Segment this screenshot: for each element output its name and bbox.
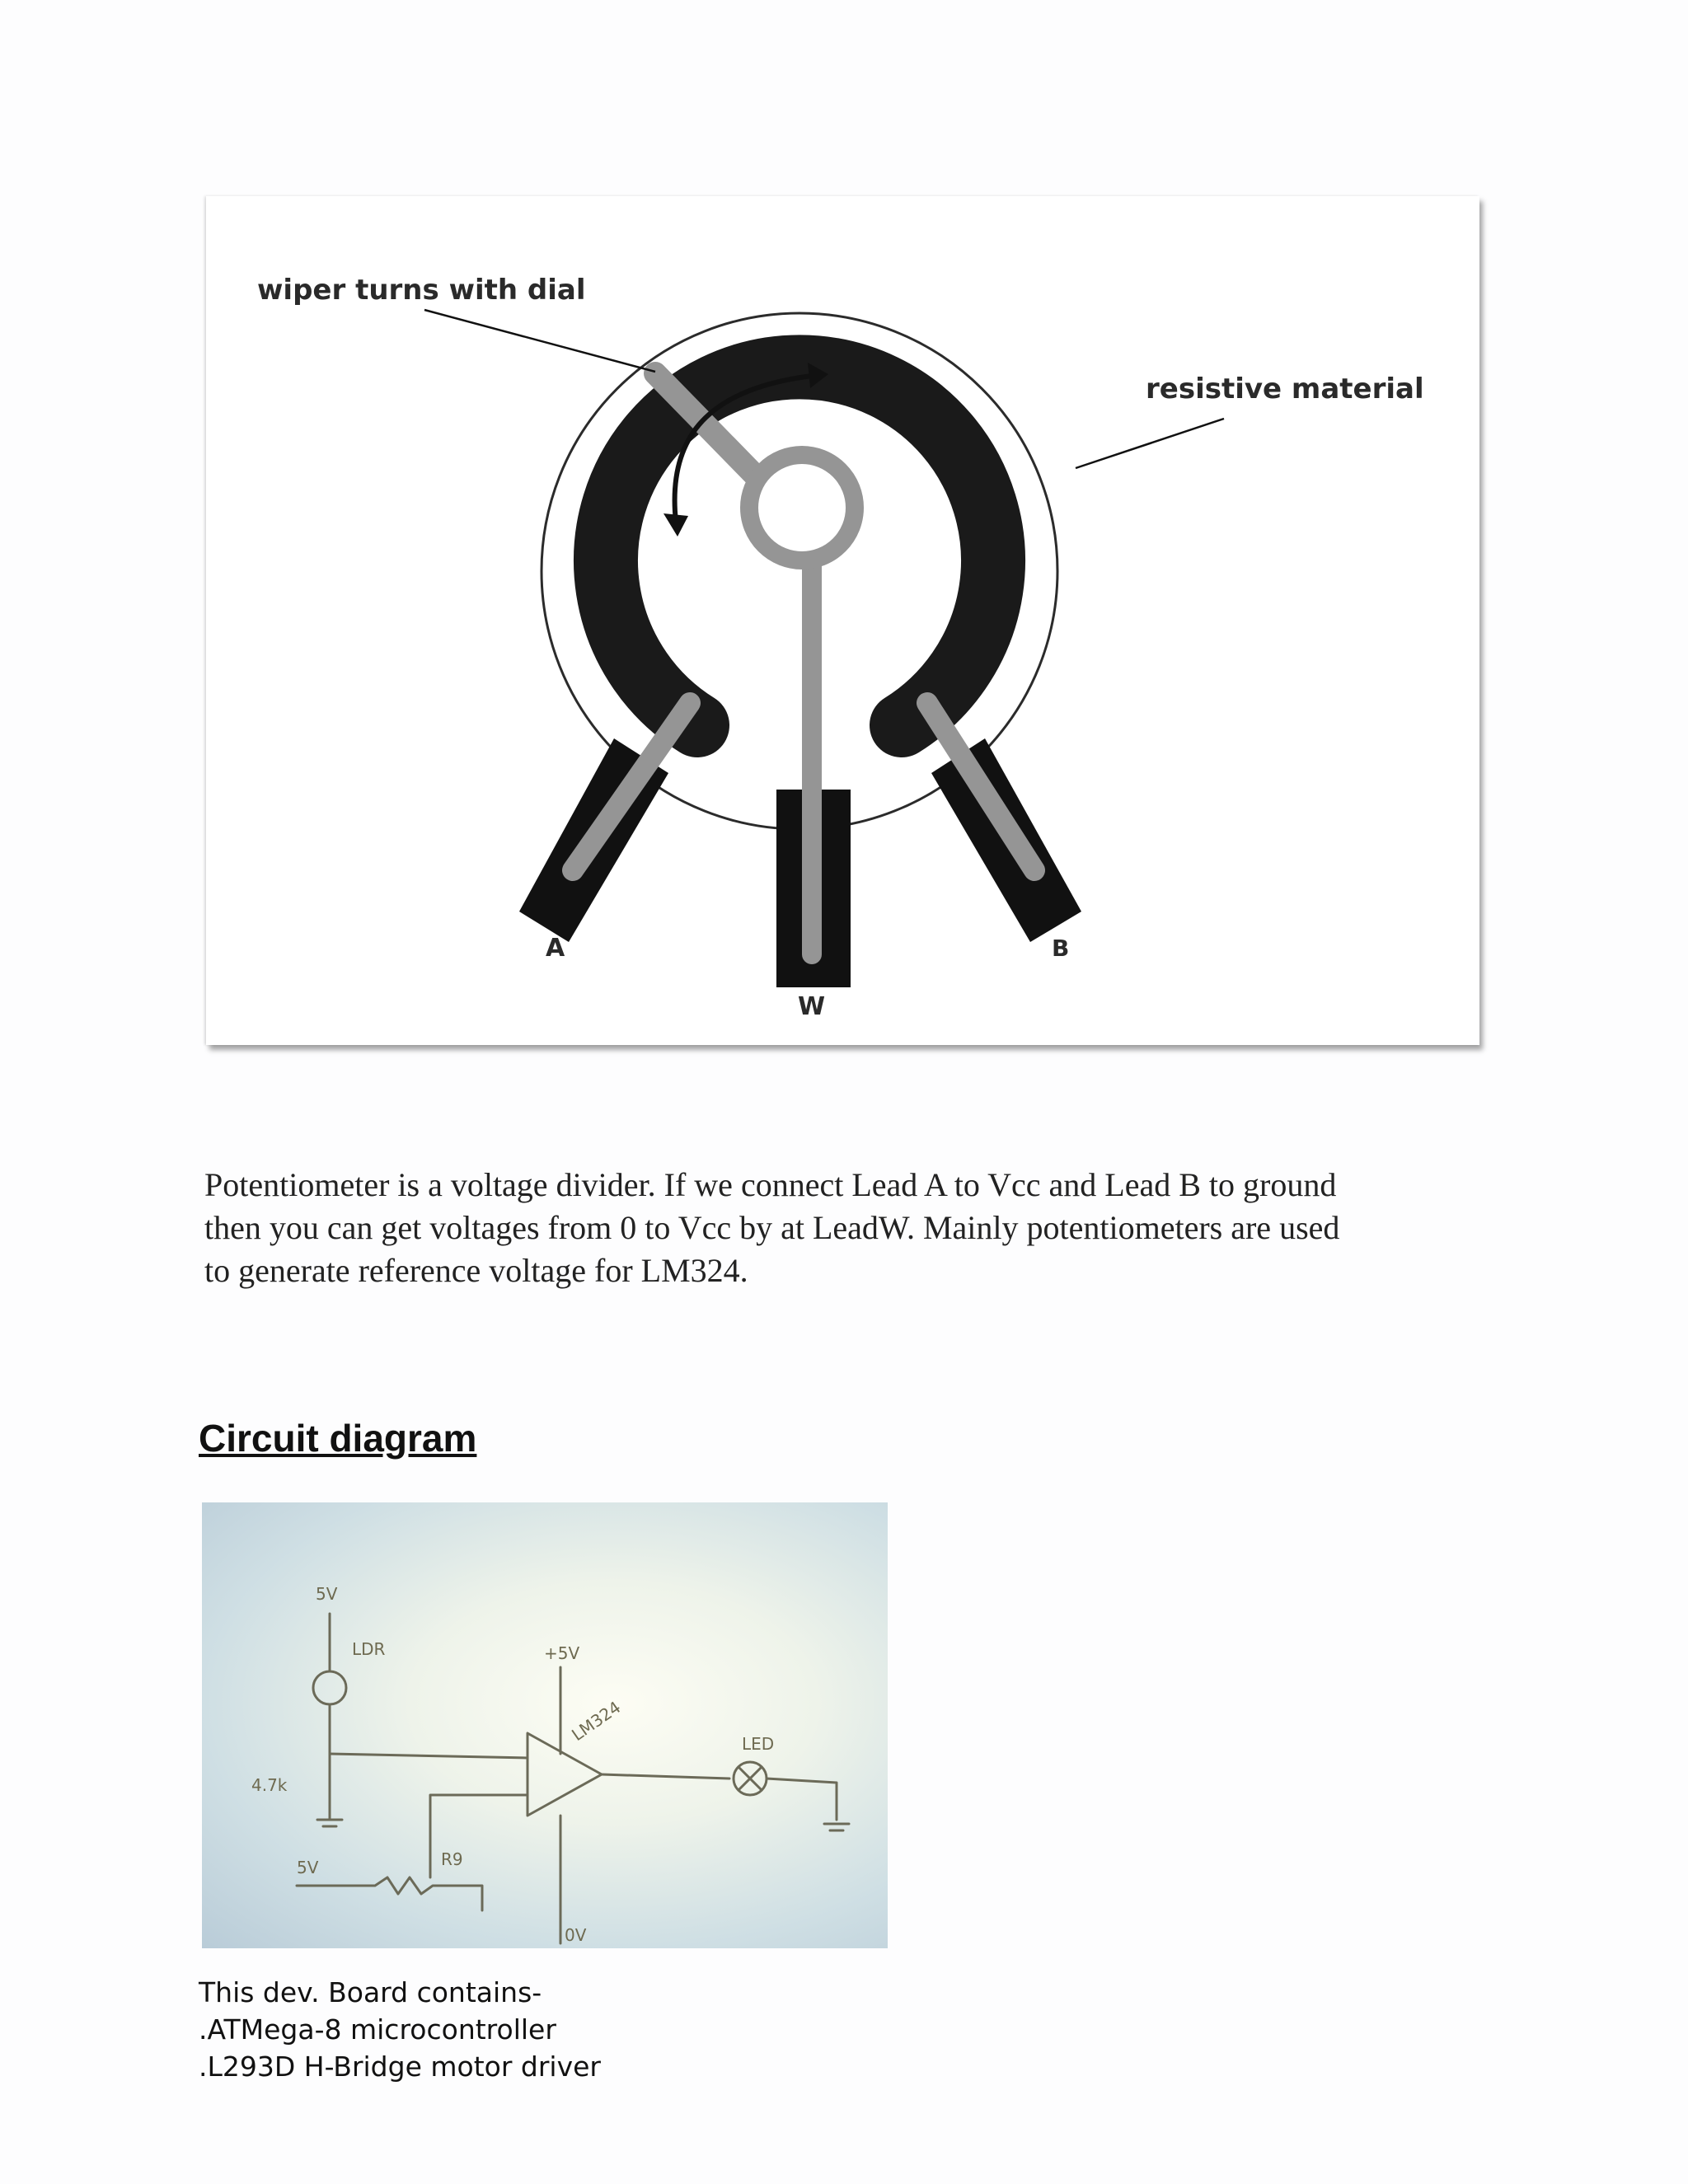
label-ldr: LDR xyxy=(352,1639,386,1659)
potentiometer-diagram xyxy=(206,196,1479,1045)
resistive-material-label: resistive material xyxy=(1146,373,1424,405)
label-lm324: LM324 xyxy=(568,1697,625,1746)
label-r9: R9 xyxy=(441,1849,463,1869)
potentiometer-figure xyxy=(206,196,1479,1045)
ldr-symbol xyxy=(313,1671,346,1704)
label-5v-low: 5V xyxy=(297,1858,319,1877)
board-item: .L293D H-Bridge motor driver xyxy=(199,2050,601,2083)
resistive-pointer-line xyxy=(1076,419,1224,468)
label-5v-top: 5V xyxy=(316,1584,338,1604)
label-47k: 4.7k xyxy=(251,1775,288,1795)
ground-left xyxy=(317,1820,342,1826)
wiper-label: wiper turns with dial xyxy=(257,274,586,307)
label-led: LED xyxy=(742,1734,775,1754)
potentiometer-description xyxy=(204,1164,1490,1289)
paragraph-line: then you can get voltages from 0 to Vcc by at LeadW. Mainly potentiometers are used xyxy=(204,1209,1340,1246)
paragraph-line: Potentiometer is a voltage divider. If we connect Lead A to Vcc and Lead B to ground xyxy=(204,1166,1337,1203)
node-to-opamp-wire xyxy=(330,1754,528,1758)
lead-w-label: W xyxy=(798,992,826,1021)
ground-right xyxy=(824,1824,849,1830)
opamp-triangle xyxy=(528,1733,602,1816)
paragraph-line: to generate reference voltage for LM324. xyxy=(204,1252,748,1289)
label-5v-mid: +5V xyxy=(544,1643,580,1663)
board-contents xyxy=(199,1974,601,2085)
opamp-output-wire xyxy=(602,1774,729,1779)
led-cross xyxy=(739,1768,761,1789)
pot-wire xyxy=(297,1877,482,1910)
lead-b-label: B xyxy=(1052,935,1070,962)
label-0v: 0V xyxy=(565,1925,587,1945)
circuit-sketch xyxy=(202,1502,888,1948)
board-item: .ATMega-8 microcontroller xyxy=(199,2013,556,2046)
wiper-hub xyxy=(749,455,855,560)
section-heading: Circuit diagram xyxy=(199,1417,477,1460)
board-intro: This dev. Board contains- xyxy=(199,1976,542,2008)
lead-a-label: A xyxy=(546,934,565,963)
wiper-pointer-line xyxy=(424,310,655,372)
led-output-wire xyxy=(767,1779,837,1820)
circuit-diagram-photo xyxy=(202,1502,888,1948)
